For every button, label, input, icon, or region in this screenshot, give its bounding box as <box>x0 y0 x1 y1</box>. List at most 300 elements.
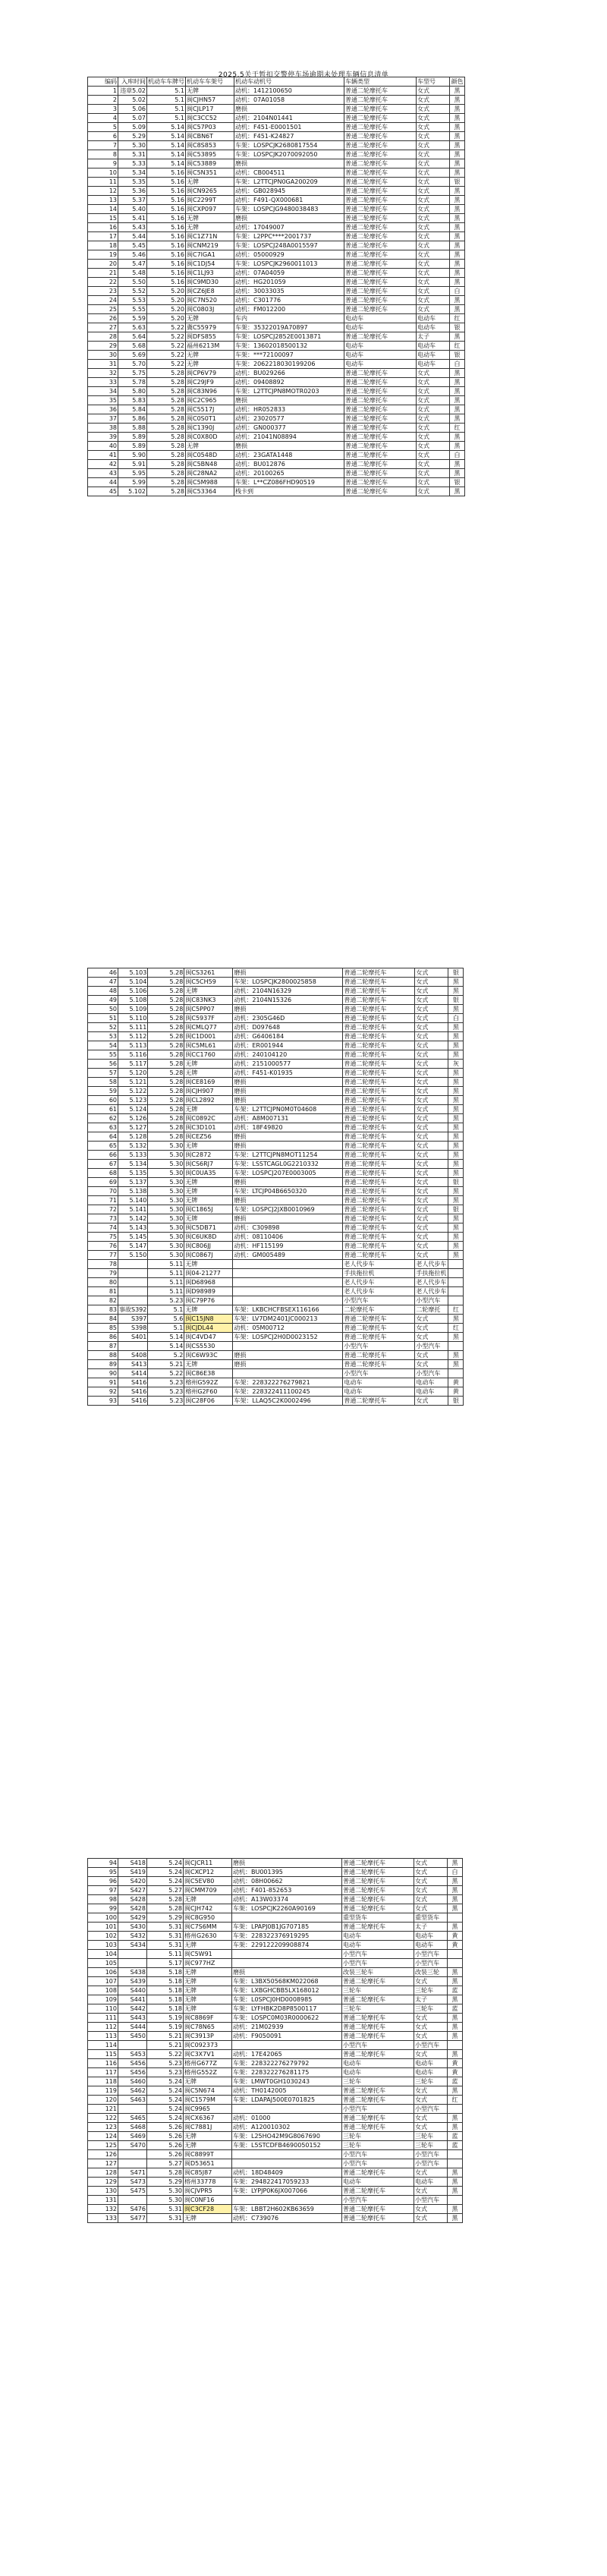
cell-color: 银 <box>450 351 465 360</box>
cell-plate: 闽C1Z71N <box>186 232 234 241</box>
cell-color: 黑 <box>450 405 465 414</box>
cell-index: 104 <box>88 1950 118 1959</box>
cell-model: 老人代步车 <box>415 1278 448 1287</box>
cell-model: 女式 <box>417 187 450 196</box>
cell-date-code: 5.53 <box>118 296 147 305</box>
cell-frame-engine-no: 动机：G6406184 <box>233 1032 343 1041</box>
cell-frame-engine-no: 车架：L2TTCJPN0GA200209 <box>234 178 344 187</box>
cell-color: 黑 <box>450 433 465 442</box>
cell-date-code: 5.147 <box>118 1242 148 1251</box>
cell-date-code: 5.36 <box>118 187 147 196</box>
cell-intake-date: 5.21 <box>147 2041 184 2050</box>
cell-index: 6 <box>88 132 118 141</box>
cell-date-code: 5.133 <box>118 1151 148 1160</box>
cell-date-code: S408 <box>118 1351 148 1360</box>
cell-vehicle-type: 普通二轮摩托车 <box>344 159 417 168</box>
cell-index: 64 <box>88 1132 118 1142</box>
cell-vehicle-type: 普通二轮摩托车 <box>343 968 415 978</box>
cell-index: 93 <box>88 1397 118 1406</box>
cell-color: 黑 <box>450 196 465 205</box>
cell-frame-engine-no: 动机：2104N16329 <box>233 987 343 996</box>
cell-intake-date: 5.28 <box>148 1105 184 1114</box>
cell-frame-engine-no: 动机：18F49820 <box>233 1123 343 1132</box>
cell-color: 红 <box>450 314 465 323</box>
cell-plate: 闽C53889 <box>186 159 234 168</box>
cell-plate: 无牌 <box>184 1977 232 1986</box>
table-row <box>88 1105 464 1114</box>
cell-index: 131 <box>88 2196 118 2205</box>
cell-vehicle-type: 普通二轮摩托车 <box>343 1142 415 1151</box>
cell-model: 女式 <box>415 1351 448 1360</box>
cell-plate: 闽C5DB71 <box>184 1223 233 1233</box>
cell-frame-engine-no: 动机：17E42065 <box>232 2050 342 2059</box>
cell-plate: 闽C3X7V1 <box>184 2050 232 2059</box>
cell-plate: 闽CS5530 <box>184 1342 233 1351</box>
cell-plate: 闽C5EV80 <box>184 1877 232 1886</box>
cell-vehicle-type: 普通二轮摩托车 <box>343 1333 415 1342</box>
cell-date-code: S416 <box>118 1378 148 1387</box>
cell-color: 黑 <box>448 1877 463 1886</box>
cell-color: 黑 <box>450 414 465 424</box>
cell-plate: 闽C0892C <box>184 1114 233 1123</box>
cell-color: 黑 <box>448 1214 464 1223</box>
cell-model: 小型汽车 <box>414 1959 448 1968</box>
cell-intake-date: 5.22 <box>147 2050 184 2059</box>
cell-index: 91 <box>88 1378 118 1387</box>
cell-index: 59 <box>88 1087 118 1096</box>
cell-intake-date: 5.28 <box>148 1087 184 1096</box>
cell-index: 13 <box>88 196 118 205</box>
cell-plate: 闽C7S6MM <box>184 1923 232 1932</box>
cell-model: 女式 <box>417 287 450 296</box>
cell-frame-engine-no: 车架：L3BX50568KM022068 <box>232 1977 342 1986</box>
cell-color: 黑 <box>450 123 465 132</box>
cell-index: 1 <box>88 87 118 96</box>
cell-model: 女式 <box>415 1087 448 1096</box>
cell-date-code: 5.104 <box>118 978 148 987</box>
cell-index: 27 <box>88 323 118 332</box>
cell-frame-engine-no: 车架：LXBGHCBB5LX168012 <box>232 1986 342 1995</box>
cell-model: 女式 <box>415 1078 448 1087</box>
cell-intake-date: 5.26 <box>147 2123 184 2132</box>
table-row <box>88 187 465 196</box>
cell-index: 44 <box>88 478 118 487</box>
cell-date-code: 5.117 <box>118 1060 148 1069</box>
cell-intake-date: 5.22 <box>147 351 186 360</box>
cell-intake-date: 5.27 <box>147 2159 184 2168</box>
cell-plate: 闽C5937F <box>184 1014 233 1023</box>
cell-vehicle-type: 小型汽车 <box>343 1342 415 1351</box>
cell-plate: 闽04-21277 <box>184 1269 233 1278</box>
cell-index: 65 <box>88 1142 118 1151</box>
cell-index: 28 <box>88 332 118 342</box>
cell-date-code: 5.143 <box>118 1223 148 1233</box>
cell-color: 黑 <box>448 1169 464 1178</box>
cell-frame-engine-no: 车架：L2TTCJPN0M0T04608 <box>233 1105 343 1114</box>
cell-index: 39 <box>88 433 118 442</box>
cell-date-code: S398 <box>118 1324 148 1333</box>
cell-frame-engine-no: 动机：C739076 <box>232 2214 342 2223</box>
table-row <box>88 968 464 978</box>
cell-vehicle-type: 普通二轮摩托车 <box>342 2050 414 2059</box>
cell-index: 126 <box>88 2150 118 2159</box>
cell-plate: 无牌 <box>184 1260 233 1269</box>
cell-index: 109 <box>88 1995 118 2004</box>
cell-plate: 闽C57P03 <box>186 123 234 132</box>
table-row <box>88 1877 463 1886</box>
cell-vehicle-type: 普通二轮摩托车 <box>343 996 415 1005</box>
cell-date-code: S441 <box>118 1995 147 2004</box>
cell-plate: 闽C3D101 <box>184 1123 233 1132</box>
table-row <box>88 2086 463 2096</box>
cell-intake-date: 5.14 <box>148 1333 184 1342</box>
vehicle-table-part-2 <box>87 968 464 1406</box>
cell-frame-engine-no: 动机：F9050091 <box>232 2032 342 2041</box>
cell-intake-date: 5.30 <box>148 1196 184 1205</box>
table-row <box>88 305 465 314</box>
cell-frame-engine-no <box>233 1278 343 1287</box>
cell-index: 86 <box>88 1333 118 1342</box>
cell-date-code <box>118 1287 148 1296</box>
cell-vehicle-type: 普通二轮摩托车 <box>342 1923 414 1932</box>
cell-color: 黑 <box>448 1187 464 1196</box>
cell-color: 黑 <box>448 1196 464 1205</box>
cell-plate: 闽C0UA35 <box>184 1169 233 1178</box>
cell-color: 蓝 <box>448 2132 463 2141</box>
cell-color: 黑 <box>448 2086 463 2096</box>
cell-frame-engine-no <box>233 1260 343 1269</box>
cell-frame-engine-no: 车架：13602018500132 <box>234 342 344 351</box>
cell-frame-engine-no: 车架：228322276281175 <box>232 2068 342 2077</box>
cell-intake-date: 5.28 <box>148 1023 184 1032</box>
table-row <box>88 1142 464 1151</box>
cell-vehicle-type: 普通二轮摩托车 <box>343 1242 415 1251</box>
cell-intake-date: 5.6 <box>148 1315 184 1324</box>
cell-vehicle-type: 电动车 <box>344 314 417 323</box>
cell-intake-date: 5.11 <box>147 1950 184 1959</box>
cell-plate: 闽C1390J <box>186 424 234 433</box>
cell-model: 改装三轮 <box>414 1968 448 1977</box>
cell-vehicle-type: 普通二轮摩托车 <box>343 1060 415 1069</box>
cell-frame-engine-no: 动机：F401-852653 <box>232 1886 342 1895</box>
cell-vehicle-type: 普通二轮摩托车 <box>344 414 417 424</box>
table-row <box>88 1932 463 1941</box>
cell-index: 122 <box>88 2114 118 2123</box>
cell-vehicle-type: 普通二轮摩托车 <box>344 96 417 105</box>
cell-model: 女式 <box>415 996 448 1005</box>
cell-model: 女式 <box>417 241 450 250</box>
cell-date-code: S419 <box>118 1868 147 1877</box>
cell-date-code: 5.68 <box>118 342 147 351</box>
cell-frame-engine-no: 动机：BU001395 <box>232 1868 342 1877</box>
cell-model: 女式 <box>414 2214 448 2223</box>
cell-intake-date: 5.28 <box>147 1904 184 1913</box>
table-row <box>88 332 465 342</box>
cell-plate: 机动车车架号 <box>186 77 234 87</box>
cell-plate: 闽CJVPR5 <box>184 2187 232 2196</box>
cell-date-code: S443 <box>118 2014 147 2023</box>
cell-index: 29 <box>88 342 118 351</box>
cell-plate: 闽C0803J <box>186 305 234 314</box>
cell-frame-engine-no: 动机：TH0142005 <box>232 2086 342 2096</box>
cell-plate: 无牌 <box>184 2004 232 2014</box>
cell-plate: 闽C1DJ54 <box>186 260 234 269</box>
cell-frame-engine-no: 动机：21041N08894 <box>234 433 344 442</box>
table-row <box>88 1123 464 1132</box>
cell-intake-date: 5.14 <box>147 123 186 132</box>
cell-frame-engine-no: 动机：05000929 <box>234 250 344 260</box>
cell-plate: 闽C53895 <box>186 150 234 159</box>
cell-index: 95 <box>88 1868 118 1877</box>
cell-intake-date: 5.31 <box>147 2205 184 2214</box>
cell-vehicle-type: 普通二轮摩托车 <box>343 1105 415 1114</box>
cell-intake-date: 5.16 <box>147 232 186 241</box>
cell-model: 女式 <box>417 250 450 260</box>
cell-model: 女式 <box>415 1223 448 1233</box>
cell-vehicle-type: 重型货车 <box>342 1913 414 1923</box>
cell-intake-date: 5.29 <box>147 1913 184 1923</box>
cell-model: 女式 <box>417 150 450 159</box>
cell-color: 黑 <box>448 2050 463 2059</box>
cell-frame-engine-no <box>233 1342 343 1351</box>
cell-frame-engine-no: 车架：LOSPCJK2260A90169 <box>232 1904 342 1913</box>
table-row <box>88 1387 464 1397</box>
cell-vehicle-type: 普通二轮摩托车 <box>343 1032 415 1041</box>
cell-color: 黑 <box>450 332 465 342</box>
cell-vehicle-type: 普通二轮摩托车 <box>344 378 417 387</box>
cell-model: 女式 <box>415 1214 448 1223</box>
cell-intake-date: 5.30 <box>148 1233 184 1242</box>
table-row <box>88 87 465 96</box>
cell-vehicle-type: 电动车 <box>342 1932 414 1941</box>
table-row <box>88 1114 464 1123</box>
cell-date-code: S414 <box>118 1369 148 1378</box>
cell-vehicle-type: 普通二轮摩托车 <box>343 1023 415 1032</box>
cell-vehicle-type: 普通二轮摩托车 <box>343 1132 415 1142</box>
cell-plate: 闽C092373 <box>184 2041 232 2050</box>
cell-plate: 无牌 <box>184 2077 232 2086</box>
cell-index: 63 <box>88 1123 118 1132</box>
table-row <box>88 1995 463 2004</box>
cell-date-code: S420 <box>118 1877 147 1886</box>
table-row <box>88 387 465 396</box>
cell-vehicle-type: 普通二轮摩托车 <box>344 105 417 114</box>
cell-color: 黑 <box>450 150 465 159</box>
table-row <box>88 260 465 269</box>
cell-date-code: S430 <box>118 1923 147 1932</box>
cell-intake-date: 5.23 <box>148 1397 184 1406</box>
table-row <box>88 1087 464 1096</box>
cell-plate: 闽CL2892 <box>184 1096 233 1105</box>
cell-plate: 闽CC1760 <box>184 1050 233 1060</box>
cell-color <box>448 1287 464 1296</box>
cell-model: 女式 <box>414 2086 448 2096</box>
cell-vehicle-type: 普通二轮摩托车 <box>343 1151 415 1160</box>
cell-plate: 闽CE8169 <box>184 1078 233 1087</box>
cell-frame-engine-no: 动机：GB028945 <box>234 187 344 196</box>
cell-date-code: 5.75 <box>118 369 147 378</box>
cell-date-code: S440 <box>118 1986 147 1995</box>
cell-color: 黑 <box>448 2187 463 2196</box>
cell-color: 黑 <box>448 1123 464 1132</box>
cell-date-code: 5.64 <box>118 332 147 342</box>
cell-intake-date: 5.30 <box>148 1251 184 1260</box>
cell-date-code: S460 <box>118 2077 147 2086</box>
cell-vehicle-type: 普通二轮摩托车 <box>344 478 417 487</box>
cell-index: 73 <box>88 1214 118 1223</box>
cell-model: 女式 <box>415 1397 448 1406</box>
cell-date-code: S432 <box>118 1932 147 1941</box>
cell-frame-engine-no: 车架：LOSPCJG9480038483 <box>234 205 344 214</box>
cell-date-code: S473 <box>118 2178 147 2187</box>
cell-plate: 无牌 <box>184 1196 233 1205</box>
cell-vehicle-type: 普通二轮摩托车 <box>343 1324 415 1333</box>
cell-frame-engine-no: 动机：ER001944 <box>233 1041 343 1050</box>
cell-index: 17 <box>88 232 118 241</box>
cell-model: 小型汽车 <box>414 2150 448 2159</box>
cell-index: 25 <box>88 305 118 314</box>
cell-intake-date: 5.17 <box>147 1959 184 1968</box>
cell-model: 女式 <box>415 1169 448 1178</box>
cell-index: 128 <box>88 2168 118 2178</box>
cell-intake-date: 5.30 <box>148 1151 184 1160</box>
table-row <box>88 2014 463 2023</box>
cell-index: 87 <box>88 1342 118 1351</box>
cell-frame-engine-no: 动机：GM005489 <box>233 1251 343 1260</box>
vehicle-table-part-3 <box>87 1858 463 2223</box>
table-row <box>88 1269 464 1278</box>
cell-color: 红 <box>448 1305 464 1315</box>
cell-plate: 闽CEZ56 <box>184 1132 233 1142</box>
cell-date-code: 5.109 <box>118 1005 148 1014</box>
cell-model: 女式 <box>414 1904 448 1913</box>
table-row <box>88 278 465 287</box>
cell-date-code: 5.110 <box>118 1014 148 1023</box>
cell-frame-engine-no: 动机：A13W03374 <box>232 1895 342 1904</box>
cell-frame-engine-no: 磨损 <box>233 1087 343 1096</box>
cell-color: 黑 <box>448 2178 463 2187</box>
cell-color: 红 <box>448 1324 464 1333</box>
table-row <box>88 105 465 114</box>
table-row <box>88 1278 464 1287</box>
cell-model: 女式 <box>415 1187 448 1196</box>
cell-frame-engine-no: 车架：LYPJP0K6JX007066 <box>232 2187 342 2196</box>
cell-date-code: 5.90 <box>118 451 147 460</box>
table-row <box>88 150 465 159</box>
cell-date-code: 5.40 <box>118 205 147 214</box>
table-row <box>88 1369 464 1378</box>
cell-color: 黑 <box>448 1333 464 1342</box>
cell-plate: 无牌 <box>184 1895 232 1904</box>
cell-date-code: 5.128 <box>118 1132 148 1142</box>
cell-color <box>448 1369 464 1378</box>
table-row <box>88 1351 464 1360</box>
cell-model: 电动车 <box>417 323 450 332</box>
cell-index: 45 <box>88 487 118 496</box>
cell-color: 黄 <box>448 1941 463 1950</box>
cell-model: 电动车 <box>414 2059 448 2068</box>
cell-model: 女式 <box>417 433 450 442</box>
cell-plate: 闽CNM219 <box>186 241 234 250</box>
cell-index: 41 <box>88 451 118 460</box>
cell-index: 24 <box>88 296 118 305</box>
cell-date-code: 5.116 <box>118 1050 148 1060</box>
cell-date-code: S427 <box>118 1886 147 1895</box>
cell-date-code: S471 <box>118 2168 147 2178</box>
cell-plate: 无牌 <box>184 1069 233 1078</box>
cell-frame-engine-no: 动机：08110406 <box>233 1233 343 1242</box>
cell-plate: 榕州33778 <box>184 2178 232 2187</box>
cell-vehicle-type: 小型汽车 <box>342 2159 414 2168</box>
cell-frame-engine-no: 车架：LTCJP04B6650320 <box>233 1187 343 1196</box>
cell-index: 18 <box>88 241 118 250</box>
cell-model: 女式 <box>415 1360 448 1369</box>
cell-intake-date: 5.11 <box>148 1287 184 1296</box>
cell-frame-engine-no: 车架：228322376919295 <box>232 1932 342 1941</box>
cell-model: 小型汽车 <box>414 2196 448 2205</box>
cell-plate: 闽D98989 <box>184 1287 233 1296</box>
table-row <box>88 1251 464 1260</box>
cell-color: 黑 <box>448 1078 464 1087</box>
table-row <box>88 1342 464 1351</box>
cell-index: 52 <box>88 1023 118 1032</box>
cell-color: 黑 <box>450 214 465 223</box>
cell-frame-engine-no: 磨损 <box>233 1351 343 1360</box>
cell-plate: 闽CN9265 <box>186 187 234 196</box>
table-row <box>88 1378 464 1387</box>
cell-date-code: 事故S392 <box>119 1305 147 1313</box>
cell-index: 120 <box>88 2096 118 2105</box>
cell-date-code: S438 <box>118 1968 147 1977</box>
cell-date-code: 入库时间 <box>118 77 147 87</box>
cell-model: 女式 <box>417 487 450 496</box>
cell-frame-engine-no: 车架：L2PPC****2001737 <box>234 232 344 241</box>
table-row <box>88 159 465 168</box>
cell-index: 71 <box>88 1196 118 1205</box>
cell-model: 电动车 <box>417 351 450 360</box>
cell-color: 黑 <box>448 1859 463 1868</box>
cell-frame-engine-no <box>232 1959 342 1968</box>
table-row <box>88 1360 464 1369</box>
cell-date-code: 5.44 <box>118 232 147 241</box>
cell-index: 9 <box>88 159 118 168</box>
cell-color: 黑 <box>448 1886 463 1895</box>
cell-vehicle-type: 二轮摩托车 <box>343 1305 415 1315</box>
cell-index: 3 <box>88 105 118 114</box>
cell-vehicle-type: 电动车 <box>342 2178 414 2187</box>
cell-color: 银 <box>450 478 465 487</box>
cell-intake-date: 5.24 <box>147 1859 184 1868</box>
cell-intake-date: 5.28 <box>147 369 186 378</box>
cell-intake-date: 5.30 <box>148 1187 184 1196</box>
table-row <box>88 2032 463 2041</box>
cell-intake-date: 5.16 <box>147 260 186 269</box>
cell-vehicle-type: 电动车 <box>344 360 417 369</box>
cell-vehicle-type: 小型汽车 <box>342 1959 414 1968</box>
cell-intake-date: 5.22 <box>148 1369 184 1378</box>
cell-color: 银 <box>448 1178 464 1187</box>
cell-plate: 无牌 <box>184 1105 233 1114</box>
cell-plate: 闽C0NF16 <box>184 2196 232 2205</box>
cell-frame-engine-no: 磨损 <box>233 1096 343 1105</box>
cell-model: 女式 <box>415 1069 448 1078</box>
cell-plate: 无牌 <box>184 1968 232 1977</box>
cell-plate: 无牌 <box>186 351 234 360</box>
cell-index: 88 <box>88 1351 118 1360</box>
cell-intake-date: 5.23 <box>147 2068 184 2077</box>
cell-frame-engine-no: 车架：LOSPCJK2680817554 <box>234 141 344 150</box>
cell-plate: 闽C3913P <box>184 2032 232 2041</box>
